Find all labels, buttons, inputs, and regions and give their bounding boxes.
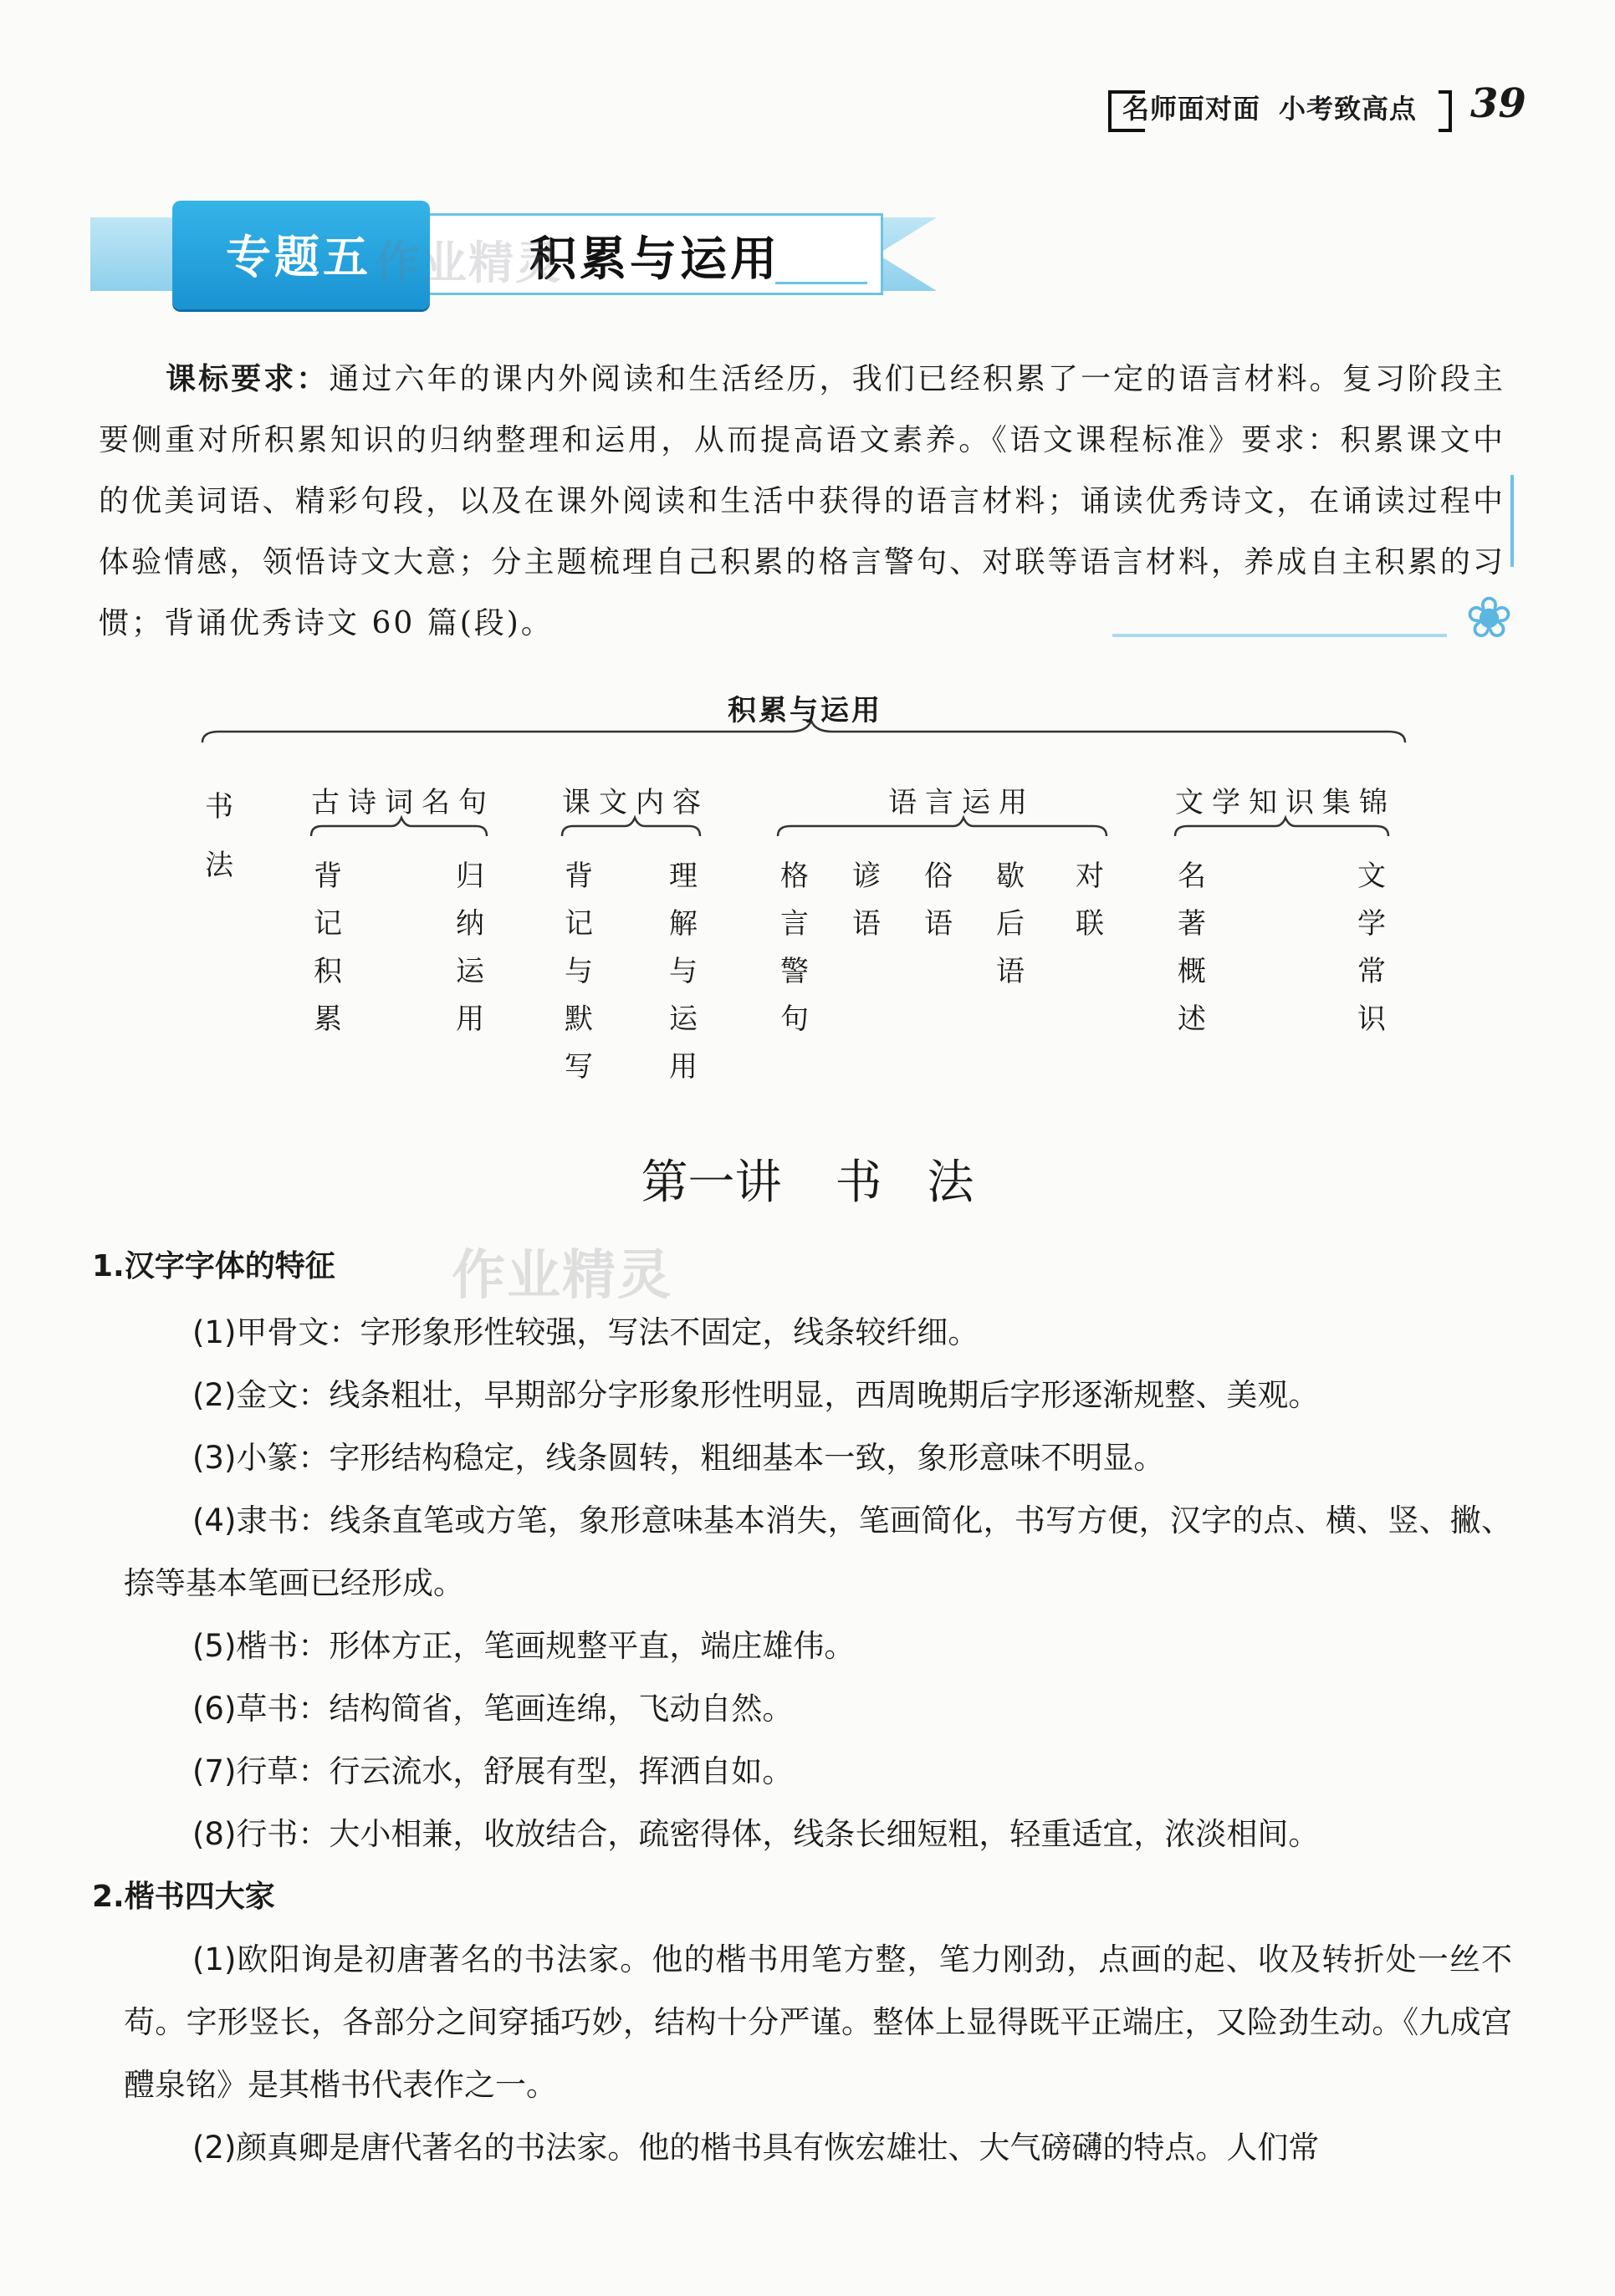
flower-icon: ❀ bbox=[1465, 585, 1513, 651]
requirements-text: 通过六年的课内外阅读和生活经历，我们已经积累了一定的语言材料。复习阶段主要侧重对所积累知识的归纳整理和运用，从而提高语文素养。《语文课程标准》要求：积累课文中的优美词语、精彩句段，以及在课外阅读和生活中获得的语言材料；诵读优秀诗文，在诵读过程中体验情感，领悟诗文大意；分主题梳理自己积累的格言警句、对联等语言材料，养成自主积累的习惯；背诵优秀诗文 60 篇(段)。 bbox=[99, 362, 1505, 640]
mindmap-branch-calligraphy: 书法 bbox=[205, 790, 233, 882]
list-item: (3)小篆：字形结构稳定，线条圆转，粗细基本一致，象形意味不明显。 bbox=[192, 1440, 1165, 1476]
mindmap-leaf: 名著概述 bbox=[1178, 860, 1206, 1036]
mindmap-leaf: 背记与默写 bbox=[565, 860, 593, 1084]
list-item: (1)甲骨文：字形象形性较强，写法不固定，线条较纤细。 bbox=[192, 1314, 979, 1350]
list-item: (4)隶书：线条直笔或方笔，象形意味基本消失，笔画简化，书写方便，汉字的点、横、竖、撇、捺等基本笔画已经形成。 bbox=[124, 1503, 1512, 1601]
requirements-label: 课标要求： bbox=[166, 362, 330, 396]
header-subtitle: 小考致高点 bbox=[1279, 93, 1418, 125]
mindmap-leaf: 对联 bbox=[1076, 860, 1104, 941]
watermark-logo bbox=[452, 1232, 672, 1309]
section-heading: 1.汉字字体的特征 bbox=[92, 1249, 335, 1283]
watermark-text: 作业精灵 bbox=[375, 237, 562, 289]
mindmap-branch-texts: 课文内容 bbox=[562, 786, 709, 819]
topic-label: 专题五 bbox=[226, 231, 371, 283]
page-number: 39 bbox=[1470, 80, 1526, 127]
mindmap-branch-poetry: 古诗词名句 bbox=[311, 786, 495, 819]
list-item: (6)草书：结构简省，笔画连绵，飞动自然。 bbox=[192, 1691, 794, 1727]
list-item: (2)颜真卿是唐代著名的书法家。他的楷书具有恢宏雄壮、大气磅礴的特点。人们常 bbox=[192, 2130, 1320, 2166]
lecture-title-a: 书 bbox=[835, 1156, 882, 1210]
lecture-title-b: 法 bbox=[927, 1156, 974, 1210]
mindmap-leaf: 歇后语 bbox=[996, 860, 1025, 988]
list-item: (5)楷书：形体方正，笔画规整平直，端庄雄伟。 bbox=[192, 1628, 856, 1664]
list-item: (1)欧阳询是初唐著名的书法家。他的楷书用笔方整，笔力刚劲，点画的起、收及转折处一丝不苟。字形竖长，各部分之间穿插巧妙，结构十分严谨。整体上显得既平正端庄，又险劲生动。《九成宫醴泉铭》是其楷书代表作之一。 bbox=[124, 1941, 1512, 2103]
mindmap-branch-language: 语言运用 bbox=[888, 786, 1035, 819]
section-heading: 2.楷书四大家 bbox=[92, 1880, 275, 1914]
mindmap-root: 积累与运用 bbox=[728, 694, 882, 727]
list-item: (7)行草：行云流水，舒展有型，挥洒自如。 bbox=[192, 1753, 794, 1789]
mindmap-branch-literature: 文学知识集锦 bbox=[1175, 786, 1396, 819]
lecture-heading bbox=[0, 1145, 1615, 1212]
lecture-number: 第一讲 bbox=[641, 1156, 782, 1210]
mindmap-leaf: 谚语 bbox=[852, 860, 881, 941]
mindmap-leaf: 俗语 bbox=[924, 860, 953, 941]
watermark-text: 作业精灵 bbox=[452, 1245, 672, 1307]
list-item: (8)行书：大小相兼，收放结合，疏密得体，线条长细短粗，轻重适宜，浓淡相间。 bbox=[192, 1816, 1320, 1852]
topic-title: 积累与运用 bbox=[529, 232, 780, 287]
list-item: (2)金文：线条粗壮，早期部分字形象形性明显，西周晚期后字形逐渐规整、美观。 bbox=[192, 1377, 1320, 1413]
mindmap-leaf: 背记积累 bbox=[314, 860, 342, 1036]
mindmap-leaf: 格言警句 bbox=[780, 860, 809, 1036]
mindmap-leaf: 文学常识 bbox=[1357, 860, 1386, 1036]
header-series-name: 名师面对面 bbox=[1122, 93, 1261, 125]
mindmap-leaf: 理解与运用 bbox=[669, 860, 698, 1084]
mindmap-leaf: 归纳运用 bbox=[456, 860, 484, 1036]
